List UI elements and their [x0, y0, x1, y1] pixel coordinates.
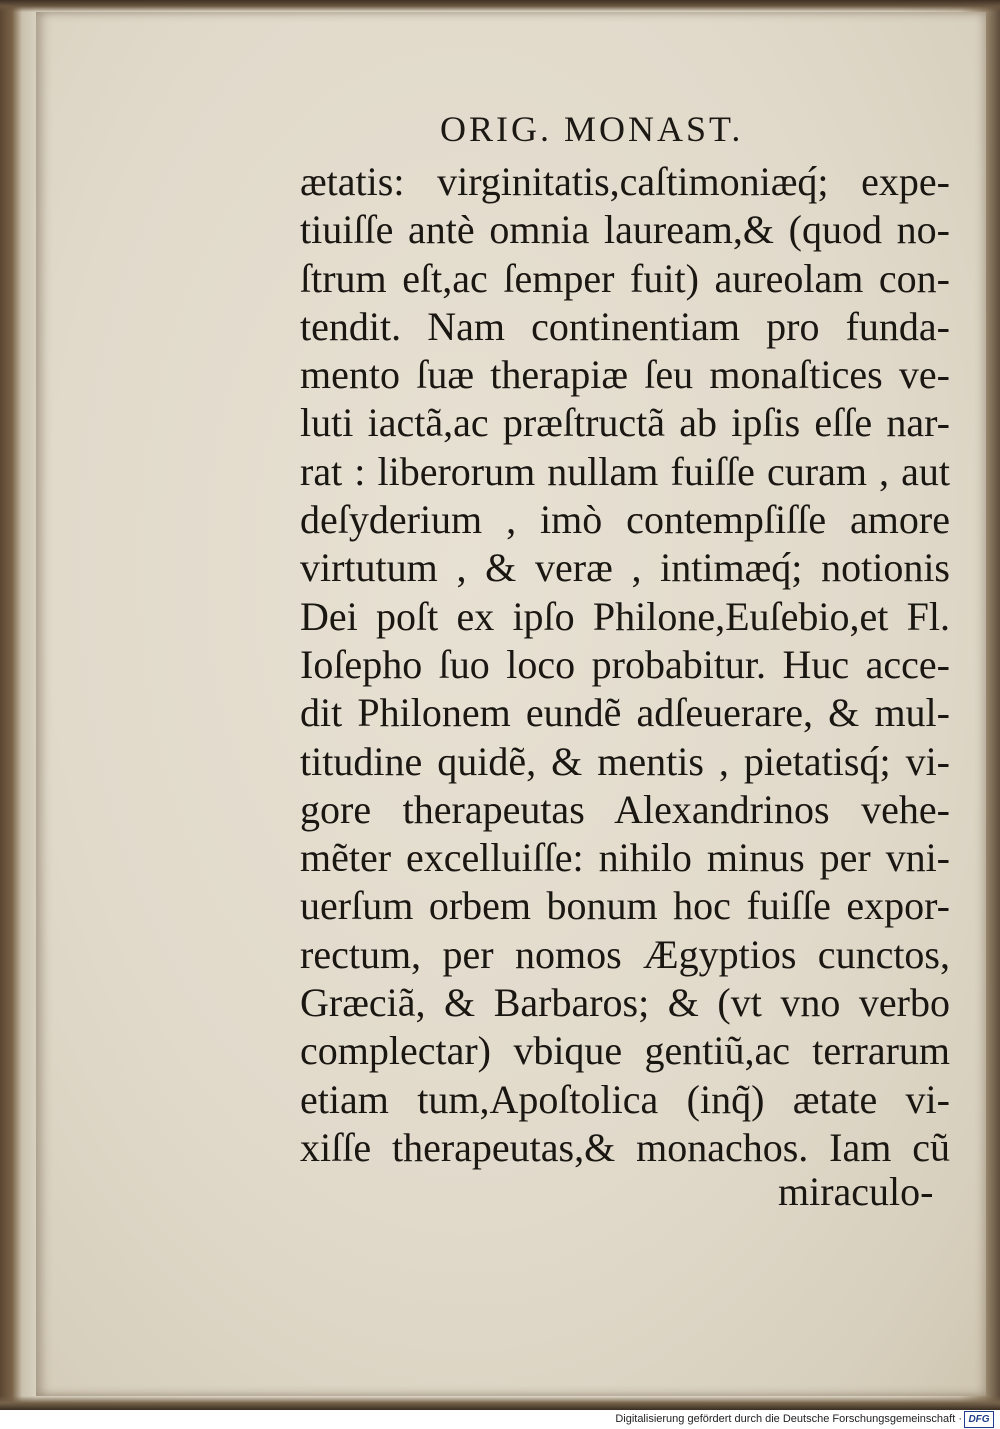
text-line: etiam tum,Apoſtolica (inq̃) ætate vi-: [300, 1076, 950, 1122]
text-line: virtutum , & veræ , intimæq́; notionis: [300, 545, 950, 591]
text-line: rectum, per nomos Ægyptios cunctos,: [300, 931, 950, 977]
text-line: deſyderium , imò contempſiſſe amore: [300, 497, 950, 543]
scan-top-edge: [0, 0, 1000, 12]
text-line: rat : liberorum nullam fuiſſe curam , aut: [300, 448, 950, 494]
running-head: ORIG. MONAST.: [440, 109, 744, 149]
text-line: ætatis: virginitatis,caſtimoniæq́; expe-: [300, 159, 950, 204]
text-line: xiſſe therapeutas,& monachos. Iam cũ: [300, 1124, 950, 1170]
text-line: uerſum orbem bonum hoc fuiſſe expor-: [300, 883, 950, 929]
catchword: miraculo-: [778, 1169, 934, 1214]
text-line: titudine quidẽ, & mentis , pietatisq́; vi-: [300, 738, 950, 784]
text-line: Græciã, & Barbaros; & (vt vno verbo: [300, 980, 950, 1026]
scan-bottom-edge: [0, 1396, 1000, 1410]
text-line: tiuiſſe antè omnia lauream,& (quod no-: [300, 207, 950, 253]
text-line: dit Philonem eundẽ adſeuerare, & mul-: [300, 690, 950, 736]
text-line: ſtrum eſt,ac ſemper fuit) aureolam con-: [300, 255, 950, 301]
text-line: mento ſuæ therapiæ ſeu monaſtices ve-: [300, 352, 950, 398]
text-line: Dei poſt ex ipſo Philone,Euſebio,et Fl.: [300, 593, 950, 639]
body-text: [300, 158, 950, 1172]
text-line: luti iactã,ac præſtructã ab ipſis eſſe nar-: [300, 400, 950, 446]
text-line: complectar) vbique gentiũ,ac terrarum: [300, 1028, 950, 1074]
dfg-logo-icon: DFG: [964, 1411, 994, 1428]
text-line: Ioſepho ſuo loco probabitur. Huc acce-: [300, 641, 950, 687]
text-line: mẽter excelluiſſe: nihilo minus per vni-: [300, 835, 950, 881]
text-line: tendit. Nam continentiam pro funda-: [300, 303, 950, 349]
footer-credit: Digitalisierung gefördert durch die Deutsche Forschungsgemeinschaft ·: [615, 1413, 962, 1425]
text-line: gore therapeutas Alexandrinos vehe-: [300, 786, 950, 832]
